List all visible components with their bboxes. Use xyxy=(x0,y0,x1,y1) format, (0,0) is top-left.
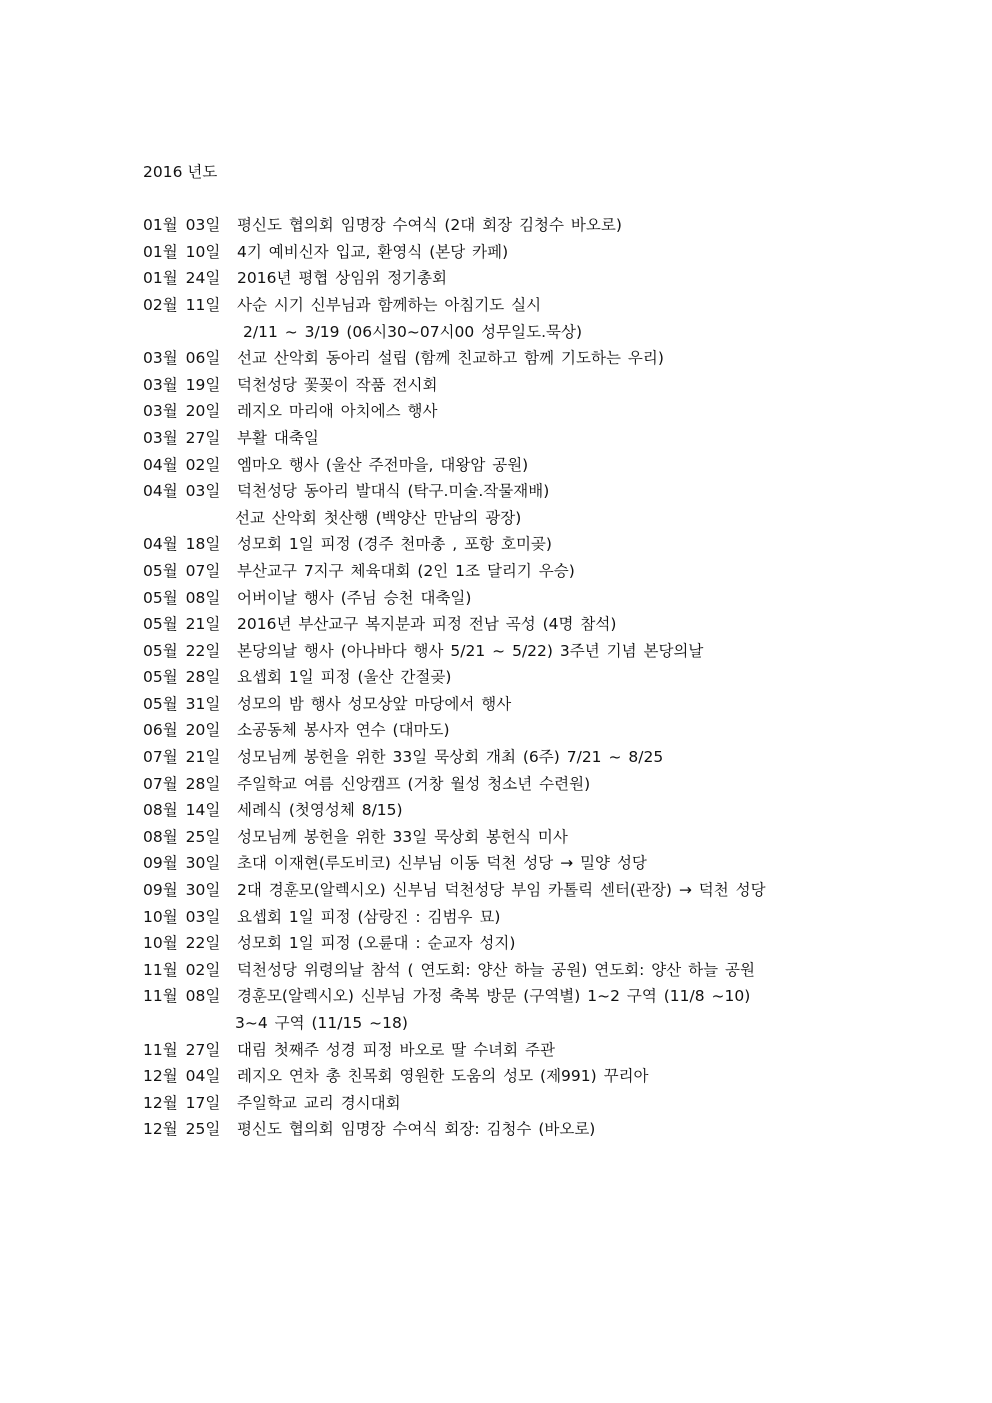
event-date: 09월 30일 xyxy=(143,854,221,873)
event-text: 성모의 밤 행사 성모상앞 마당에서 행사 xyxy=(237,694,512,713)
event-date: 08월 25일 xyxy=(143,827,221,846)
event-date: 05월 31일 xyxy=(143,694,221,713)
event-date: 03월 27일 xyxy=(143,428,221,447)
event-row xyxy=(143,212,963,239)
event-text: 어버이날 행사 (주님 승천 대축일) xyxy=(237,588,472,607)
event-row xyxy=(143,744,963,771)
event-row xyxy=(143,558,963,585)
event-row xyxy=(143,611,963,638)
event-text: 부활 대축일 xyxy=(237,428,319,447)
event-date: 03월 19일 xyxy=(143,375,221,394)
event-text: 초대 이재현(루도비코) 신부님 이동 덕천 성당 → 밀양 성당 xyxy=(237,854,647,873)
event-continuation-row xyxy=(143,505,963,532)
event-text: 성모님께 봉헌을 위한 33일 묵상회 봉헌식 미사 xyxy=(237,827,568,846)
event-row xyxy=(143,717,963,744)
event-continuation-text: 2/11 ~ 3/19 (06시30~07시00 성무일도.묵상) xyxy=(243,322,582,341)
event-text: 대림 첫째주 성경 피정 바오로 딸 수녀회 주관 xyxy=(237,1040,556,1059)
event-text: 소공동체 봉사자 연수 (대마도) xyxy=(237,721,450,740)
event-date: 08월 14일 xyxy=(143,801,221,820)
event-continuation-text: 선교 산악회 첫산행 (백양산 만남의 광장) xyxy=(235,508,522,527)
event-row xyxy=(143,425,963,452)
event-date: 04월 03일 xyxy=(143,482,221,501)
event-row xyxy=(143,797,963,824)
event-row xyxy=(143,292,963,319)
event-date: 04월 18일 xyxy=(143,535,221,554)
event-text: 레지오 연차 총 친목회 영원한 도움의 성모 (제991) 꾸리아 xyxy=(237,1067,649,1086)
event-continuation-row xyxy=(143,1010,963,1037)
event-text: 요셉회 1일 피정 (울산 간절곶) xyxy=(237,668,452,687)
event-date: 12월 17일 xyxy=(143,1093,221,1112)
event-date: 10월 03일 xyxy=(143,907,221,926)
event-date: 03월 06일 xyxy=(143,349,221,368)
event-row xyxy=(143,638,963,665)
event-row xyxy=(143,771,963,798)
event-row xyxy=(143,372,963,399)
event-list xyxy=(143,212,963,1143)
event-date: 12월 25일 xyxy=(143,1120,221,1139)
event-date: 01월 24일 xyxy=(143,269,221,288)
event-row xyxy=(143,1116,963,1143)
document-page xyxy=(143,159,963,1143)
event-date: 02월 11일 xyxy=(143,295,221,314)
event-date: 10월 22일 xyxy=(143,934,221,953)
event-text: 엠마오 행사 (울산 주전마을, 대왕암 공원) xyxy=(237,455,529,474)
event-date: 07월 21일 xyxy=(143,748,221,767)
event-text: 4기 예비신자 입교, 환영식 (본당 카페) xyxy=(237,242,509,261)
event-continuation-text: 3~4 구역 (11/15 ~18) xyxy=(235,1014,408,1032)
event-row xyxy=(143,664,963,691)
event-text: 덕천성당 꽃꽂이 작품 전시회 xyxy=(237,375,438,394)
event-text: 선교 산악회 동아리 설립 (함께 친교하고 함께 기도하는 우리) xyxy=(237,349,664,368)
event-text: 부산교구 7지구 체육대회 (2인 1조 달리기 우승) xyxy=(237,561,575,580)
event-row xyxy=(143,345,963,372)
event-date: 11월 27일 xyxy=(143,1040,221,1059)
event-date: 12월 04일 xyxy=(143,1067,221,1086)
event-text: 2016년 평협 상임위 정기총회 xyxy=(237,269,447,288)
event-date: 05월 22일 xyxy=(143,641,221,660)
event-text: 본당의날 행사 (아나바다 행사 5/21 ~ 5/22) 3주년 기념 본당의날 xyxy=(237,641,704,660)
event-text: 요셉회 1일 피정 (삼랑진 : 김범우 묘) xyxy=(237,907,501,926)
event-text: 세례식 (첫영성체 8/15) xyxy=(237,801,403,820)
event-text: 경훈모(알렉시오) 신부님 가정 축복 방문 (구역별) 1~2 구역 (11/8 ~10) xyxy=(237,987,751,1006)
event-row xyxy=(143,531,963,558)
event-text: 평신도 협의회 임명장 수여식 (2대 회장 김청수 바오로) xyxy=(237,216,622,235)
event-row xyxy=(143,877,963,904)
event-text: 레지오 마리애 아치에스 행사 xyxy=(237,402,438,421)
event-row xyxy=(143,1037,963,1064)
event-text: 사순 시기 신부님과 함께하는 아침기도 실시 xyxy=(237,295,542,314)
event-row xyxy=(143,478,963,505)
event-continuation-row xyxy=(143,319,963,346)
event-row xyxy=(143,691,963,718)
event-text: 주일학교 여름 신앙캠프 (거창 월성 청소년 수련원) xyxy=(237,774,591,793)
document-title: 2016 년도 xyxy=(143,163,218,181)
event-row xyxy=(143,452,963,479)
event-date: 06월 20일 xyxy=(143,721,221,740)
event-date: 05월 07일 xyxy=(143,561,221,580)
event-date: 05월 08일 xyxy=(143,588,221,607)
event-date: 04월 02일 xyxy=(143,455,221,474)
event-date: 09월 30일 xyxy=(143,881,221,900)
event-row xyxy=(143,824,963,851)
event-row xyxy=(143,1090,963,1117)
event-row xyxy=(143,585,963,612)
event-text: 2016년 부산교구 복지분과 피정 전남 곡성 (4명 참석) xyxy=(237,615,617,634)
event-row xyxy=(143,265,963,292)
event-text: 성모님께 봉헌을 위한 33일 묵상회 개최 (6주) 7/21 ~ 8/25 xyxy=(237,748,664,767)
event-date: 01월 10일 xyxy=(143,242,221,261)
event-text: 덕천성당 동아리 발대식 (탁구.미술.작물재배) xyxy=(237,482,550,501)
event-text: 주일학교 교리 경시대회 xyxy=(237,1093,401,1112)
event-date: 11월 08일 xyxy=(143,987,221,1006)
event-text: 덕천성당 위령의날 참석 ( 연도회: 양산 하늘 공원) 연도회: 양산 하늘 공원 xyxy=(237,960,755,979)
event-text: 평신도 협의회 임명장 수여식 회장: 김청수 (바오로) xyxy=(237,1120,596,1139)
event-row xyxy=(143,398,963,425)
event-text: 2대 경훈모(알렉시오) 신부님 덕천성당 부임 카톨릭 센터(관장) → 덕천 성당 xyxy=(237,881,766,900)
event-row xyxy=(143,930,963,957)
event-date: 11월 02일 xyxy=(143,960,221,979)
event-date: 05월 28일 xyxy=(143,668,221,687)
event-date: 05월 21일 xyxy=(143,615,221,634)
event-date: 01월 03일 xyxy=(143,216,221,235)
event-row xyxy=(143,904,963,931)
event-row xyxy=(143,1063,963,1090)
event-text: 성모회 1일 피정 (경주 천마총 , 포항 호미곶) xyxy=(237,535,552,554)
event-row xyxy=(143,850,963,877)
event-row xyxy=(143,983,963,1010)
event-row xyxy=(143,957,963,984)
event-text: 성모회 1일 피정 (오륜대 : 순교자 성지) xyxy=(237,934,516,953)
event-date: 03월 20일 xyxy=(143,402,221,421)
event-row xyxy=(143,239,963,266)
event-date: 07월 28일 xyxy=(143,774,221,793)
